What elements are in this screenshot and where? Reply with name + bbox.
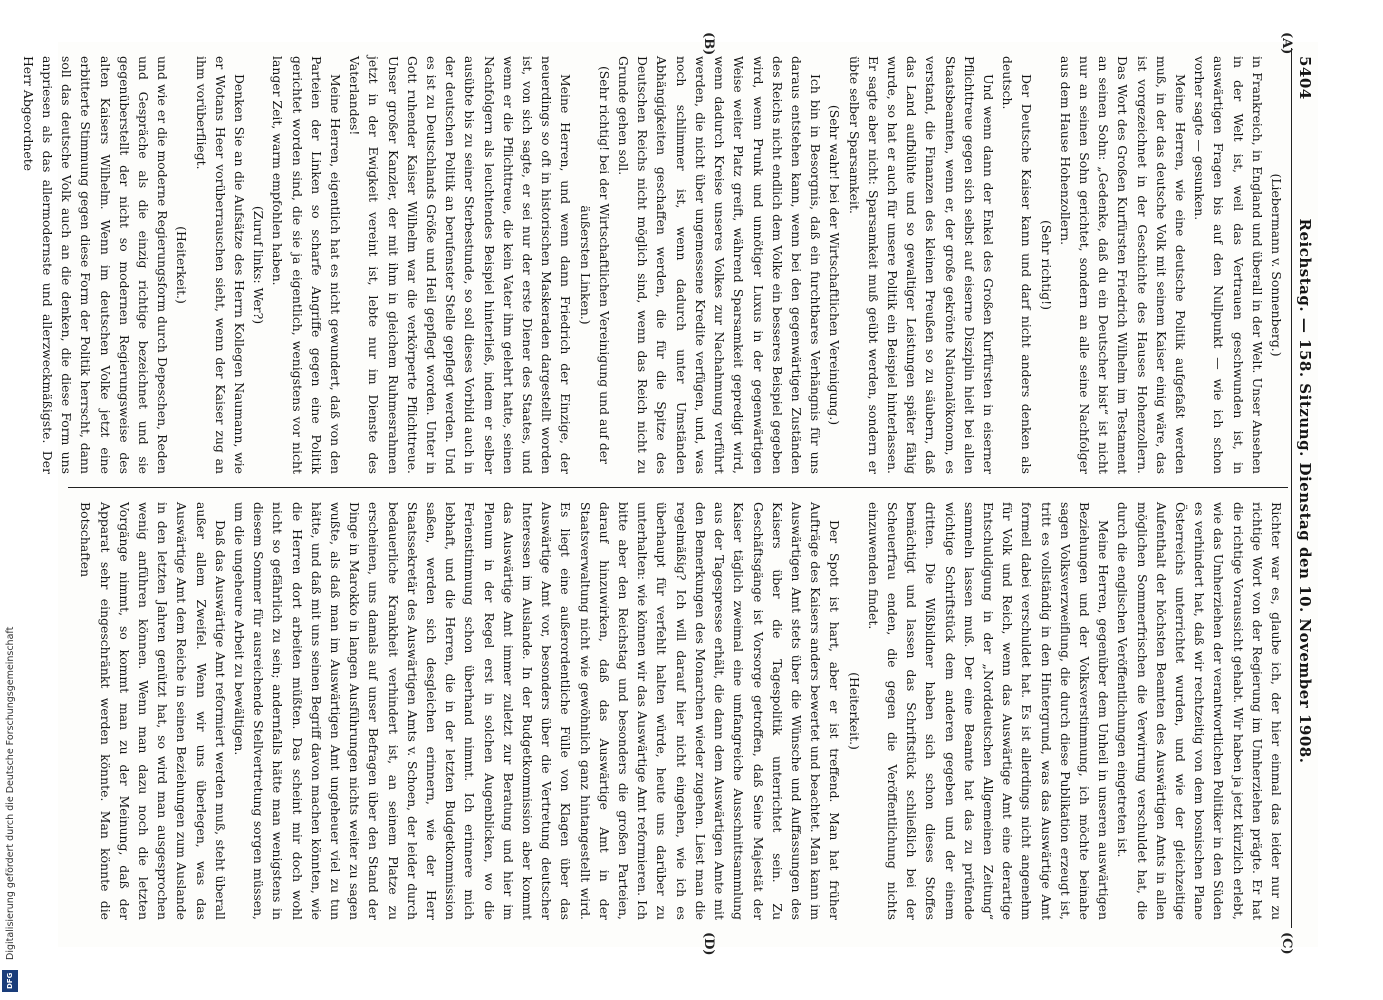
paragraph: Denken Sie an die Aufsätze des Herrn Kollegen Naumann, wie er Wotans Heer vorüberrauschen sieht, wenn der Kaiser zug an ihm vorüberfliegt. (193, 56, 248, 474)
paragraph: Der Spott ist hart, aber er ist treffend. Man hat früher Aufträge des Kaisers anders bewertet und beachtet. Man kann im Auswärtigen Amt stets über die Wünsche und Auffassungen des Kaisers über die Tagespolitik unterrichtet sein. Zu Geschäftsgänge ist Vorsorge getroffen, daß Seine Majestät der Kaiser täglich zweimal eine umfangreiche Ausschnittsammlung aus der Tagespresse erhält, die dann dem Auswärtigen Amte mit den Bemerkungen des Monarchen wieder zugehen. Liest man die regelmäßig? Ich will darauf hier nicht eingehen, wie ich es überhaupt für verfehlt halten würde, heute uns darüber zu unterhalten: wie können wir das Auswärtige Amt reformieren. Ich bitte aber den Reichstag und besonders die großen Parteien, darauf hinzuwirken, daß das Auswärtige Amt in der Staatsverwaltung nicht wie gewöhnlich ganz hintangestellt wird. Es liegt eine außerordentliche Fülle von Klagen über das Auswärtige Amt vor, besonders über die Vertretung deutscher Interessen im Auslande. In der Budgetkommission aber kommt das Auswärtige Amt immer zuletzt zur Beratung und hier im Plenum in der Regel erst in solchen Augenblicken, wo die Ferienstimmung schon überhand nimmt. Ich erinnere mich lebhaft, und die Herren, die in der letzten Budgetkommission saßen, werden sich desgleichen erinnern, wie der Herr Staatssekretär des Auswärtigen Amts v. Schoen, der leider durch bedauerliche Krankheit verhindert ist, an seinem Platze zu erscheinen, uns damals auf unser Befragen über den Stand der Dinge in Marokko in langen Ausführungen nichts weiter zu sagen wußte, als daß man im Auswärtigen Amt ungeheuer viel zu tun hätte, und daß mit uns seinen Begriff davon machen könnten, wie die Herren dort arbeiten müßten. Das scheint mir doch wohl nicht so gefährlich zu sein; andernfalls hätte man wenigstens in diesem Sommer für ausreichende Stellvertretung sorgen müssen, um die ungeheure Arbeit zu bewältigen. (232, 502, 843, 920)
right-column (76, 502, 1286, 920)
paragraph: in Frankreich, in England und überall in der Welt. Unser Ansehen in der Welt ist, weil das Vertrauen geschwunden ist, in auswärtigen Fragen bis auf den Nullpunkt — wie ich schon vorher sagte — gesunken. (1192, 56, 1265, 474)
rotated-page-content (20, 32, 1318, 956)
page-header (1292, 56, 1314, 926)
interjection: (Sehr richtig! bei der Wirtschaftlichen Vereinigung und auf der äußersten Linken.) (577, 65, 612, 465)
paragraph: Meine Herren, gegenüber dem Unheil in unseren auswärtigen Beziehungen und der Volksverstimmung, ich möchte beinahe sagen Volksverzweiflung, die durch diese Publikation erzeugt ist, tritt es vollständig in den Hintergrund, was das Auswärtige Amt formell dabei verschuldet hat. Es ist allerdings nicht angenehm für Volk und Reich, wenn das Auswärtige Amt eine derartige Entschuldigung in der „Norddeutschen Allgemeinen Zeitung“ sammeln lassen muß. Der eine Beamte hat das zu prüfende wichtige Schriftstück dem anderen gegeben und der einem dritten. Die Wißbildner haben sich schon dieses Stoffes bemächtigt und lassen das Schriftstück schließlich bei der Scheuerfrau enden, die gegen die Veröffentlichung nichts einzuwenden findet. (865, 502, 1112, 920)
paragraph: Daß das Auswärtige Amt reformiert werden muß, steht überall außer allem Zweifel. Wenn wir uns überlegen, was das Auswärtige Amt dem Reiche in seinen Beziehungen zum Auslande in den letzten Jahren genützt hat, so wird man ausgesprochen wenig anführen können. Wenn man dazu noch die letzten Vorgänge nimmt, so kommt man zu der Meinung, daß der Apparat sehr eingeschränkt werden könnte. Man könnte die Botschaften (78, 502, 228, 920)
margin-marker-a: (A) (1279, 32, 1294, 55)
margin-marker-b: (B) (701, 32, 716, 56)
interjection: (Heiterkeit.) (174, 226, 190, 304)
dfg-logo: DFG (2, 970, 18, 992)
paragraph: Meine Herren, wie eine deutsche Politik aufgefaßt werden muß, in der das deutsche Volk mit seinem Kaiser einig wäre, das ist vorgezeichnet in der Geschichte des Hauses Hohenzollern. Das Wort des Großen Kurfürsten Friedrich Wilhelm im Testament an seinen Sohn: „Gedenke, daß du ein Deutscher bist“ ist nicht nur an seinen Sohn gerichtet, sondern an alle seine Nachfolger aus dem Hause Hohenzollern. (1057, 56, 1188, 474)
interjection: (Sehr richtig!) (1038, 220, 1054, 310)
interjection: (Zuruf links: Wer?) (251, 205, 267, 325)
paragraph: Und wenn dann der Enkel des Großen Kurfürsten in eiserner Pflichttreue gegen sich selbst auf eiserne Disziplin hielt bei allen Staatsbeamten, wenn er, der große gekrönte Nationalökonom, es verstand, die Finanzen des kleinen Preußen so zu säubern, daß das Land aufblühte und so gewaltiger Leistungen später fähig wurde, so hat er auch für unsere Politik ein Beispiel hinterlassen. Er sagte aber nicht: Sparsamkeit muß geübt werden, sondern er übte selber Sparsamkeit. (846, 56, 996, 474)
digitization-credit: Digitalisierung gefördert durch die Deutsche Forschungsgemeinschaft (5, 626, 16, 960)
page-title: Reichstag. — 158. Sitzung. Dienstag den 10. November 1908. (1296, 218, 1314, 764)
header-rule (1291, 48, 1292, 928)
paragraph: Richter war es, glaube ich, der hier einmal das leider nur zu richtige Wort von der Regierung im Umherziehen prägte. Er hat die richtige Voraussicht gehabt. Wir haben ja jetzt kürzlich erlebt, wie das Umherziehen der verantwortlichen Politiker in den Süden es verhindert hat, daß wir rechtzeitig von dem bosnischen Plane Österreichs unterrichtet wurden, und wie der gleichzeitige Aufenthalt der höchsten Beamten des Auswärtigen Amts in allen möglichen Sommerfrischen die Verwirrung verschuldet hat, die durch die englischen Veröffentlichungen eingetreten ist. (1115, 502, 1284, 920)
left-column (19, 56, 1286, 474)
paragraph: Der Deutsche Kaiser kann und darf nicht anders denken als deutsch. (1000, 56, 1035, 474)
paragraph: Ich bin in Besorgnis, daß ein furchtbares Verhängnis für uns daraus entstehen kann, wenn bei den gegenwärtigen Zuständen des Reichs nicht endlich dem Volke ein besseres Beispiel gegeben wird, wenn Prunk und unnötiger Luxus in der gegenwärtigen Weise weiter Platz greift, während Sparsamkeit gepredigt wird, wenn dadurch Kreise unseres Volkes zur Nachahmung verführt werden, die nicht über ungemessene Kredite verfügen, und, was noch schlimmer ist, wenn dadurch unter Umständen Abhängigkeiten geschaffen werden, die für die Spitze des Deutschen Reichs nicht möglich sind, wenn das Reich nicht zu Grunde gehen soll. (616, 56, 824, 474)
paragraph: und wie er die moderne Regierungsform durch Depeschen, Reden und Gespräche als die einzig richtige bezeichnet und sie gegenüberstellt der nicht so modernen Regierungsweise des alten Kaisers Wilhelm. Wenn im deutschen Volke jetzt eine erbitterte Stimmung gegen diese Form der Politik herrscht, dann soll das deutsche Volk auch an die denken, die diese Form uns anpriesen als das allermodernste und allerzweckmäßigste. Der Herr Abgeordnete (20, 56, 171, 474)
scanned-page (20, 32, 1318, 956)
paragraph: Meine Herren, und wenn dann Friedrich der Einzige, der neuerdings so oft in historischen Maskeraden dargestellt worden ist, von sich sagte, er sei nur der erste Diener des Staates, und wenn er die Pflichttreue, die kein Vater ihm gelehrt hatte, seinen Nachfolgern als leuchtendes Beispiel hinterließ, indem er selber ausübte bis zu seiner Sterbestunde, so soll dieses Vorbild auch in der deutschen Politik an berufenster Stelle gepflegt werden. Und es ist zu Deutschlands Größe und Heil gepflegt worden. Unter in Gott ruhender Kaiser Wilhelm war die verkörperte Pflichttreue. Unser großer Kanzler, der mit ihm in gleichem Ruhmesrahmen jetzt in der Ewigkeit vereint ist, lebte nur im Dienste des Vaterlandes! (347, 56, 574, 474)
paragraph: Meine Herren, eigentlich hat es nicht gewundert, daß von den Parteien der Linken so scharfe Angriffe gegen eine Politik gerichtet worden sind, die sie ja eigentlich, wenigstens vor nicht langer Zeit, warm empfohlen haben. (270, 56, 344, 474)
page-number: 5404 (1296, 56, 1314, 100)
speaker-note: (Liebermann v. Sonnenberg.) (1269, 173, 1284, 357)
margin-marker-d: (D) (701, 932, 716, 956)
margin-marker-c: (C) (1279, 932, 1294, 955)
column-divider (68, 487, 1288, 488)
interjection: (Sehr wahr! bei der Wirtschaftlichen Vereinigung.) (827, 104, 843, 426)
interjection: (Heiterkeit.) (846, 672, 862, 750)
